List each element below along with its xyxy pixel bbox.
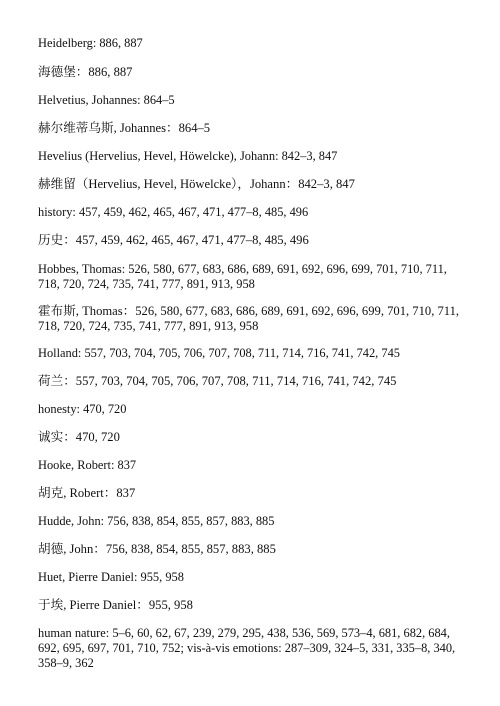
index-entry-heidelberg-chinese: 海德堡：886, 887 [38, 65, 133, 79]
index-entry-helvetius: Helvetius, Johannes: 864–5 [38, 93, 175, 107]
index-entry-hobbes: Hobbes, Thomas: 526, 580, 677, 683, 686, 689, 691, 692, 696, 699, 701, 710, 711, 718, 720, 724, 735, 741, 777, 891, 913, 958 [38, 262, 447, 291]
index-entry-hudde-chinese: 胡德, John：756, 838, 854, 855, 857, 883, 885 [38, 542, 276, 556]
index-entry-hudde: Hudde, John: 756, 838, 854, 855, 857, 883, 885 [38, 514, 275, 528]
index-entry-helvetius-chinese: 赫尔维蒂乌斯, Johannes：864–5 [38, 121, 211, 135]
index-entry-huet: Huet, Pierre Daniel: 955, 958 [38, 570, 184, 584]
index-entry-history-chinese: 历史：457, 459, 462, 465, 467, 471, 477–8, 485, 496 [38, 233, 309, 247]
index-entry-human-nature: human nature: 5–6, 60, 62, 67, 239, 279, 295, 438, 536, 569, 573–4, 681, 682, 684, 692, 695, 697, 701, 710, 752; vis-à-vis emotions: 287–309, 324–5, 331, 335–8, 340, 358–9, 362 [38, 626, 456, 670]
index-entry-holland: Holland: 557, 703, 704, 705, 706, 707, 708, 711, 714, 716, 741, 742, 745 [38, 346, 400, 360]
index-entry-hevelius: Hevelius (Hervelius, Hevel, Höwelcke), Johann: 842–3, 847 [38, 149, 338, 163]
index-entry-heidelberg: Heidelberg: 886, 887 [38, 36, 143, 50]
index-entry-hooke: Hooke, Robert: 837 [38, 458, 137, 472]
index-entry-hooke-chinese: 胡克, Robert：837 [38, 486, 136, 500]
index-entry-huet-chinese: 于埃, Pierre Daniel：955, 958 [38, 598, 193, 612]
index-entry-history: history: 457, 459, 462, 465, 467, 471, 477–8, 485, 496 [38, 205, 309, 219]
index-entry-honesty: honesty: 470, 720 [38, 402, 127, 416]
index-entry-hevelius-chinese: 赫维留（Hervelius, Hevel, Höwelcke），Johann：842–3, 847 [38, 177, 355, 191]
index-entry-honesty-chinese: 诚实：470, 720 [38, 430, 120, 444]
index-entry-hobbes-chinese: 霍布斯, Thomas：526, 580, 677, 683, 686, 689, 691, 692, 696, 699, 701, 710, 711, 718, 720, 724, 735, 741, 777, 891, 913, 958 [38, 304, 460, 333]
index-entry-holland-chinese: 荷兰：557, 703, 704, 705, 706, 707, 708, 711, 714, 716, 741, 742, 745 [38, 374, 397, 388]
